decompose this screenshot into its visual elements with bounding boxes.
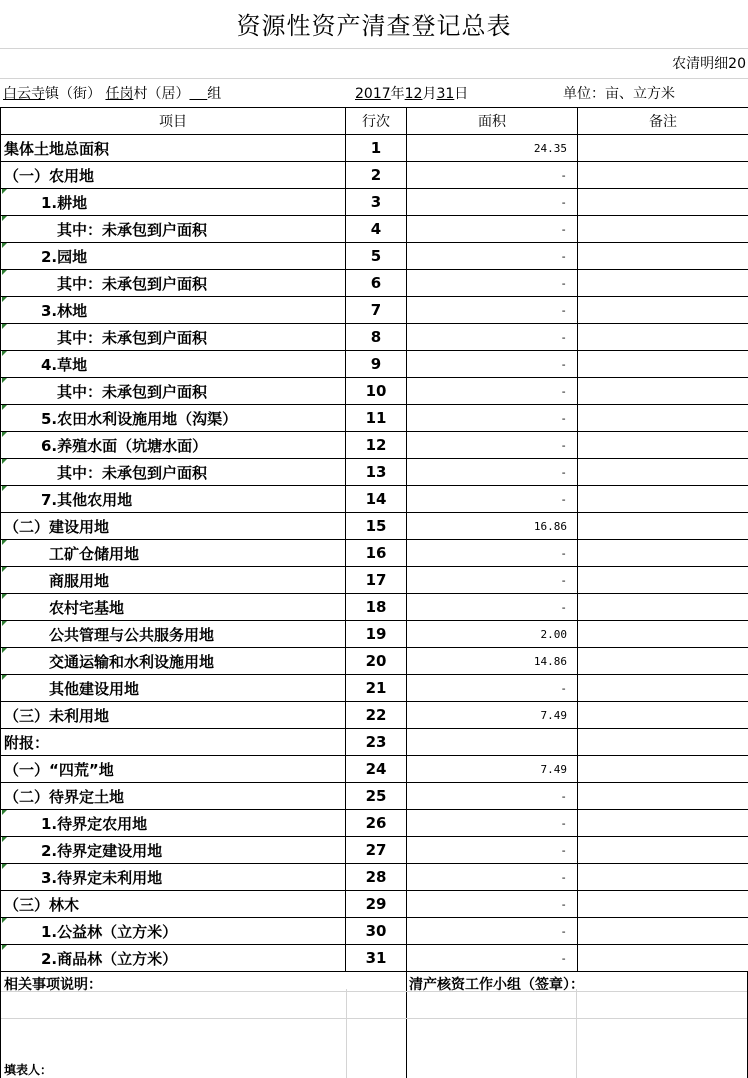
note-cell[interactable] <box>578 405 748 432</box>
note-cell[interactable] <box>578 945 748 972</box>
town-suffix: 镇（街） <box>45 86 101 102</box>
row-number-cell[interactable]: 15 <box>346 513 407 540</box>
area-value-cell[interactable] <box>407 729 578 756</box>
table-row <box>1 756 748 783</box>
table-row <box>1 297 748 324</box>
item-cell[interactable] <box>1 648 346 675</box>
note-cell[interactable] <box>578 702 748 729</box>
item-label: 5.农田水利设施用地（沟渠） <box>41 409 238 428</box>
item-cell[interactable] <box>1 243 346 270</box>
note-cell[interactable] <box>578 135 748 162</box>
area-value-cell[interactable]: - <box>407 351 578 378</box>
asset-table <box>0 107 748 972</box>
item-cell[interactable] <box>1 162 346 189</box>
item-label: 集体土地总面积 <box>4 139 110 158</box>
group-suffix: 组 <box>207 86 222 102</box>
text-format-indicator-icon <box>2 351 7 356</box>
table-row <box>1 270 748 297</box>
title-row <box>0 0 748 49</box>
grid-line <box>406 991 747 992</box>
area-value-cell[interactable]: - <box>407 459 578 486</box>
item-cell[interactable] <box>1 135 346 162</box>
column-header-item: 项目 <box>1 108 346 135</box>
table-row <box>1 702 748 729</box>
column-header-area: 面积 <box>407 108 578 135</box>
item-cell[interactable] <box>1 783 346 810</box>
item-label: 1.耕地 <box>41 193 88 212</box>
row-number-cell[interactable]: 22 <box>346 702 407 729</box>
table-row <box>1 675 748 702</box>
text-format-indicator-icon <box>2 216 7 221</box>
column-header-note: 备注 <box>578 108 748 135</box>
item-label: 7.其他农用地 <box>41 490 133 509</box>
item-label: 1.公益林（立方米） <box>41 922 178 941</box>
table-row <box>1 486 748 513</box>
text-format-indicator-icon <box>2 459 7 464</box>
text-format-indicator-icon <box>2 945 7 950</box>
group-blank <box>189 86 207 102</box>
area-value-cell[interactable]: 7.49 <box>407 756 578 783</box>
item-label: 商服用地 <box>49 571 110 590</box>
text-format-indicator-icon <box>2 648 7 653</box>
table-row <box>1 567 748 594</box>
text-format-indicator-icon <box>2 864 7 869</box>
note-cell[interactable] <box>578 459 748 486</box>
row-number-cell[interactable]: 30 <box>346 918 407 945</box>
area-value-cell[interactable]: - <box>407 891 578 918</box>
grid-line <box>406 1018 747 1019</box>
table-row <box>1 594 748 621</box>
item-label: 其他建设用地 <box>49 679 140 698</box>
item-cell[interactable] <box>1 189 346 216</box>
note-cell[interactable] <box>578 270 748 297</box>
table-row <box>1 729 748 756</box>
table-row <box>1 513 748 540</box>
note-cell[interactable] <box>578 432 748 459</box>
text-format-indicator-icon <box>2 270 7 275</box>
form-code-row <box>0 48 748 79</box>
row-number-cell[interactable]: 7 <box>346 297 407 324</box>
seal-label: 清产核资工作小组（签章）： <box>409 977 584 993</box>
notes-label: 相关事项说明： <box>4 977 102 993</box>
column-header-row-no: 行次 <box>346 108 407 135</box>
item-label: 附报： <box>4 733 50 752</box>
table-body <box>1 135 748 972</box>
note-cell[interactable] <box>578 810 748 837</box>
item-cell[interactable] <box>1 864 346 891</box>
village-suffix: 村（居） <box>133 86 190 102</box>
row-number-cell[interactable]: 5 <box>346 243 407 270</box>
note-cell[interactable] <box>578 513 748 540</box>
note-cell[interactable] <box>578 891 748 918</box>
row-number-cell[interactable]: 6 <box>346 270 407 297</box>
item-cell[interactable] <box>1 513 346 540</box>
note-cell[interactable] <box>578 648 748 675</box>
item-cell[interactable] <box>1 567 346 594</box>
note-cell[interactable] <box>578 918 748 945</box>
item-label: 其中：未承包到户面积 <box>57 463 208 482</box>
item-label: （二）建设用地 <box>4 517 110 536</box>
row-number-cell[interactable]: 16 <box>346 540 407 567</box>
area-value-cell[interactable]: - <box>407 864 578 891</box>
item-label: 2.待界定建设用地 <box>41 841 163 860</box>
area-value-cell[interactable]: - <box>407 243 578 270</box>
area-value-cell[interactable]: - <box>407 594 578 621</box>
note-cell[interactable] <box>578 675 748 702</box>
note-cell[interactable] <box>578 756 748 783</box>
item-label: 6.养殖水面（坑塘水面） <box>41 436 208 455</box>
note-cell[interactable] <box>578 783 748 810</box>
item-label: 2.园地 <box>41 247 88 266</box>
area-value-cell[interactable]: - <box>407 918 578 945</box>
item-label: 1.待界定农用地 <box>41 814 148 833</box>
text-format-indicator-icon <box>2 540 7 545</box>
area-value-cell[interactable]: 24.35 <box>407 135 578 162</box>
table-row <box>1 189 748 216</box>
row-number-cell[interactable]: 2 <box>346 162 407 189</box>
table-row <box>1 837 748 864</box>
row-number-cell[interactable]: 18 <box>346 594 407 621</box>
text-format-indicator-icon <box>2 918 7 923</box>
item-label: 其中：未承包到户面积 <box>57 382 208 401</box>
table-row <box>1 540 748 567</box>
text-format-indicator-icon <box>2 486 7 491</box>
info-row <box>0 78 748 106</box>
date-year: 2017 <box>355 86 391 102</box>
area-value-cell[interactable]: - <box>407 486 578 513</box>
item-cell[interactable] <box>1 351 346 378</box>
row-number-cell[interactable]: 27 <box>346 837 407 864</box>
item-label: 公共管理与公共服务用地 <box>49 625 215 644</box>
area-value-cell[interactable]: - <box>407 432 578 459</box>
grid-line <box>1 991 406 992</box>
area-value-cell[interactable]: - <box>407 216 578 243</box>
area-value-cell[interactable]: - <box>407 297 578 324</box>
item-label: 其中：未承包到户面积 <box>57 220 208 239</box>
note-cell[interactable] <box>578 216 748 243</box>
area-value-cell[interactable]: - <box>407 270 578 297</box>
row-number-cell[interactable]: 24 <box>346 756 407 783</box>
item-label: 工矿仓储用地 <box>49 544 140 563</box>
text-format-indicator-icon <box>2 324 7 329</box>
text-format-indicator-icon <box>2 297 7 302</box>
table-row <box>1 162 748 189</box>
row-number-cell[interactable]: 4 <box>346 216 407 243</box>
area-value-cell[interactable]: - <box>407 783 578 810</box>
area-value-cell[interactable]: - <box>407 378 578 405</box>
row-number-cell[interactable]: 31 <box>346 945 407 972</box>
area-value-cell[interactable]: - <box>407 189 578 216</box>
page-title: 资源性资产清查登记总表 <box>236 12 512 40</box>
area-value-cell[interactable]: - <box>407 675 578 702</box>
table-row <box>1 864 748 891</box>
filler-label: 填表人： <box>4 1063 53 1077</box>
note-cell[interactable] <box>578 189 748 216</box>
row-number-cell[interactable]: 10 <box>346 378 407 405</box>
table-row <box>1 891 748 918</box>
note-cell[interactable] <box>578 351 748 378</box>
table-row <box>1 783 748 810</box>
item-cell[interactable] <box>1 216 346 243</box>
item-cell[interactable] <box>1 594 346 621</box>
item-cell[interactable] <box>1 621 346 648</box>
area-value-cell[interactable]: - <box>407 324 578 351</box>
item-cell[interactable] <box>1 432 346 459</box>
item-label: 其中：未承包到户面积 <box>57 328 208 347</box>
item-cell[interactable] <box>1 675 346 702</box>
area-value-cell[interactable]: - <box>407 405 578 432</box>
item-cell[interactable] <box>1 918 346 945</box>
text-format-indicator-icon <box>2 405 7 410</box>
table-row <box>1 648 748 675</box>
note-cell[interactable] <box>578 621 748 648</box>
item-label: 农村宅基地 <box>49 598 125 617</box>
row-number-cell[interactable]: 28 <box>346 864 407 891</box>
row-number-cell[interactable]: 25 <box>346 783 407 810</box>
note-cell[interactable] <box>578 594 748 621</box>
item-cell[interactable] <box>1 891 346 918</box>
row-number-cell[interactable]: 20 <box>346 648 407 675</box>
text-format-indicator-icon <box>2 810 7 815</box>
area-value-cell[interactable]: - <box>407 540 578 567</box>
item-cell[interactable] <box>1 540 346 567</box>
item-cell[interactable] <box>1 405 346 432</box>
area-value-cell[interactable]: - <box>407 567 578 594</box>
item-label: （一）农用地 <box>4 166 95 185</box>
area-value-cell[interactable]: 16.86 <box>407 513 578 540</box>
item-cell[interactable] <box>1 945 346 972</box>
item-cell[interactable] <box>1 459 346 486</box>
area-value-cell[interactable]: - <box>407 810 578 837</box>
row-number-cell[interactable]: 14 <box>346 486 407 513</box>
row-number-cell[interactable]: 9 <box>346 351 407 378</box>
table-row <box>1 918 748 945</box>
row-number-cell[interactable]: 13 <box>346 459 407 486</box>
item-label: 4.草地 <box>41 355 88 374</box>
item-cell[interactable] <box>1 702 346 729</box>
row-number-cell[interactable]: 23 <box>346 729 407 756</box>
table-header-row <box>1 108 748 135</box>
text-format-indicator-icon <box>2 243 7 248</box>
item-cell[interactable] <box>1 378 346 405</box>
text-format-indicator-icon <box>2 378 7 383</box>
table-row <box>1 459 748 486</box>
note-cell[interactable] <box>578 486 748 513</box>
area-value-cell[interactable]: 14.86 <box>407 648 578 675</box>
row-number-cell[interactable]: 1 <box>346 135 407 162</box>
item-cell[interactable] <box>1 324 346 351</box>
text-format-indicator-icon <box>2 837 7 842</box>
note-cell[interactable] <box>578 729 748 756</box>
village-name: 任岗 <box>105 86 134 102</box>
item-label: 3.待界定未利用地 <box>41 868 163 887</box>
text-format-indicator-icon <box>2 189 7 194</box>
text-format-indicator-icon <box>2 594 7 599</box>
area-value-cell[interactable]: - <box>407 837 578 864</box>
note-cell[interactable] <box>578 243 748 270</box>
text-format-indicator-icon <box>2 675 7 680</box>
item-label: （一）“四荒”地 <box>4 760 114 779</box>
area-value-cell[interactable]: - <box>407 162 578 189</box>
table-row <box>1 432 748 459</box>
table-row <box>1 945 748 972</box>
item-cell[interactable] <box>1 486 346 513</box>
note-cell[interactable] <box>578 540 748 567</box>
note-cell[interactable] <box>578 378 748 405</box>
grid-line <box>1 1018 406 1019</box>
row-number-cell[interactable]: 11 <box>346 405 407 432</box>
area-value-cell[interactable]: 7.49 <box>407 702 578 729</box>
item-cell[interactable] <box>1 297 346 324</box>
note-cell[interactable] <box>578 864 748 891</box>
notes-cell[interactable] <box>0 971 407 1078</box>
footer-section <box>0 971 748 1078</box>
row-number-cell[interactable]: 29 <box>346 891 407 918</box>
note-cell[interactable] <box>578 324 748 351</box>
unit-label: 单位：亩、立方米 <box>563 86 675 102</box>
text-format-indicator-icon <box>2 621 7 626</box>
seal-cell[interactable] <box>406 971 748 1078</box>
town-name: 白云寺 <box>3 86 45 102</box>
row-number-cell[interactable]: 12 <box>346 432 407 459</box>
table-row <box>1 810 748 837</box>
location-info <box>3 83 221 103</box>
item-cell[interactable] <box>1 810 346 837</box>
note-cell[interactable] <box>578 297 748 324</box>
note-cell[interactable] <box>578 567 748 594</box>
row-number-cell[interactable]: 21 <box>346 675 407 702</box>
item-label: 2.商品林（立方米） <box>41 949 178 968</box>
report-date: 2017年12月31日 <box>355 86 469 102</box>
item-label: （三）未利用地 <box>4 706 110 725</box>
table-row <box>1 135 748 162</box>
area-value-cell[interactable]: - <box>407 945 578 972</box>
row-number-cell[interactable]: 19 <box>346 621 407 648</box>
date-month: 12 <box>404 86 423 102</box>
table-row <box>1 216 748 243</box>
item-cell[interactable] <box>1 270 346 297</box>
item-label: （三）林木 <box>4 895 80 914</box>
text-format-indicator-icon <box>2 567 7 572</box>
item-label: 其中：未承包到户面积 <box>57 274 208 293</box>
item-label: 交通运输和水利设施用地 <box>49 652 215 671</box>
row-number-cell[interactable]: 26 <box>346 810 407 837</box>
item-label: 3.林地 <box>41 301 88 320</box>
item-label: （二）待界定土地 <box>4 787 125 806</box>
table-row <box>1 378 748 405</box>
date-day: 31 <box>436 86 455 102</box>
area-value-cell[interactable]: 2.00 <box>407 621 578 648</box>
table-row <box>1 351 748 378</box>
table-row <box>1 324 748 351</box>
row-number-cell[interactable]: 17 <box>346 567 407 594</box>
text-format-indicator-icon <box>2 432 7 437</box>
note-cell[interactable] <box>578 837 748 864</box>
note-cell[interactable] <box>578 162 748 189</box>
table-row <box>1 405 748 432</box>
item-cell[interactable] <box>1 729 346 756</box>
grid-line <box>346 989 347 1078</box>
table-row <box>1 243 748 270</box>
row-number-cell[interactable]: 8 <box>346 324 407 351</box>
table-row <box>1 621 748 648</box>
item-cell[interactable] <box>1 756 346 783</box>
grid-line <box>576 989 577 1078</box>
item-cell[interactable] <box>1 837 346 864</box>
form-code: 农清明细20 <box>672 56 746 72</box>
row-number-cell[interactable]: 3 <box>346 189 407 216</box>
